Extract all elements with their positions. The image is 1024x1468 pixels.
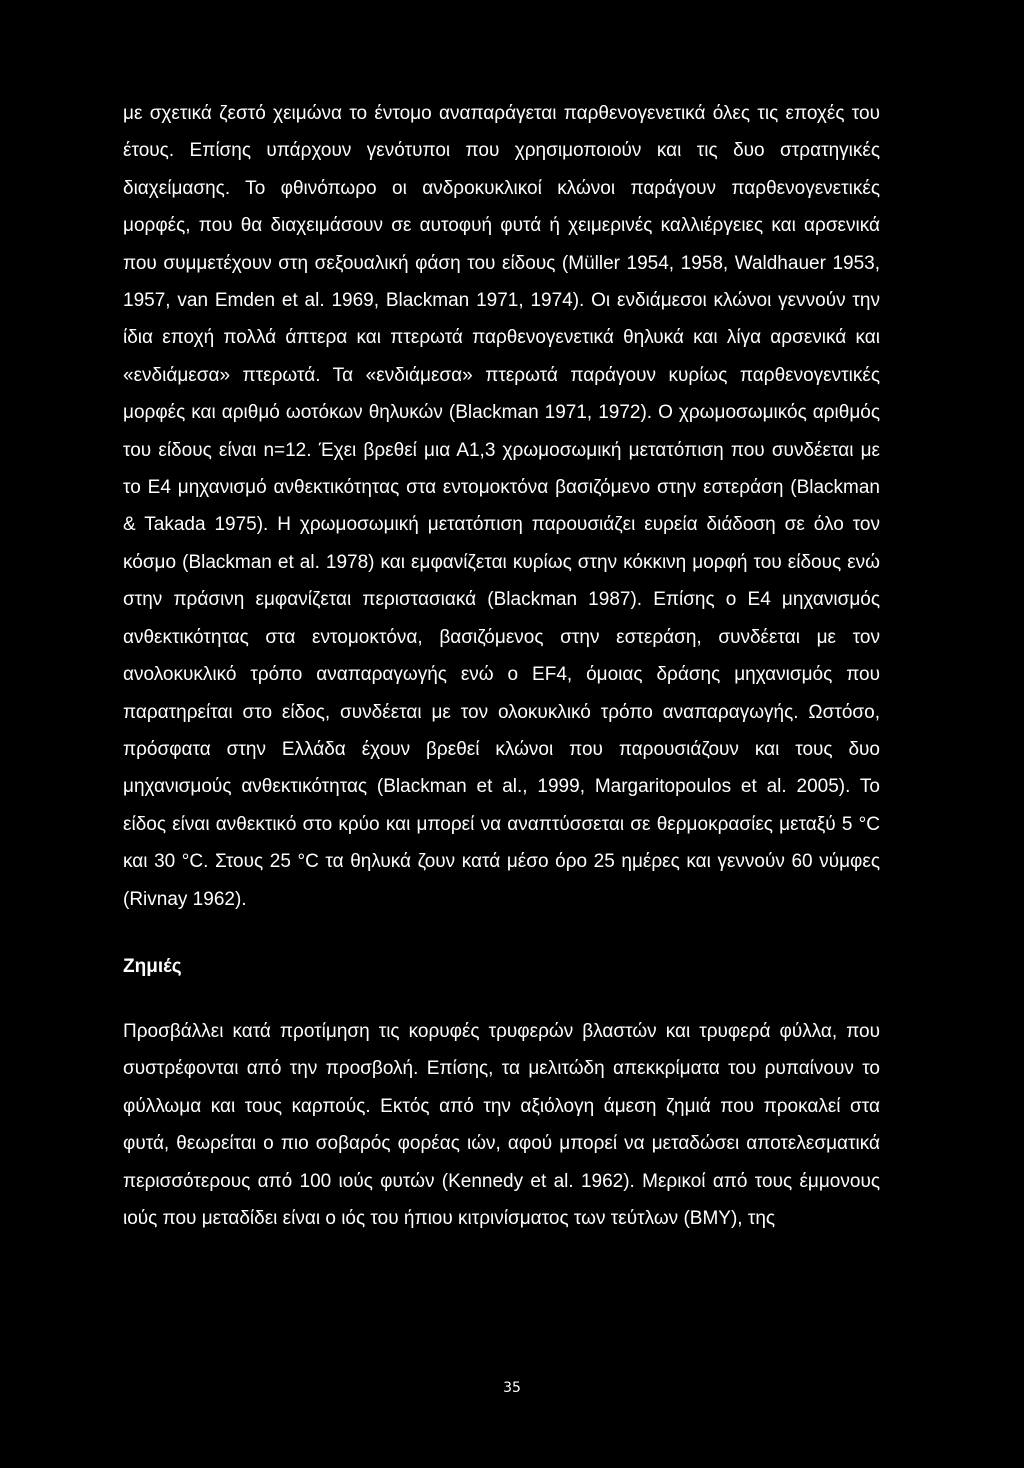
body-paragraph-1: με σχετικά ζεστό χειμώνα το έντομο αναπαράγεται παρθενογενετικά όλες τις εποχές του έτους. Επίσης υπάρχουν γενότυποι που χρησιμοποιούν και τις δυο στρατηγικές διαχείμασης. Το φθινόπωρο οι ανδροκυκλικοί κλώνοι παράγουν παρθενογενετικές μορφές, που θα διαχειμάσουν σε αυτοφυή φυτά ή χειμερινές καλλιέργειες και αρσενικά που συμμετέχουν στη σεξουαλική φάση του είδους (Müller 1954, 1958, Waldhauer 1953, 1957, van Emden et al. 1969, Blackman 1971, 1974). Οι ενδιάμεσοι κλώνοι γεννούν την ίδια εποχή πολλά άπτερα και πτερωτά παρθενογενετικά θηλυκά και λίγα αρσενικά και «ενδιάμεσα» πτερωτά. Τα «ενδιάμεσα» πτερωτά παράγουν κυρίως παρθενογεντικές μορφές και αριθμό ωοτόκων θηλυκών (Blackman 1971, 1972). Ο χρωμοσωμικός αριθμός του είδους είναι n=12. Έχει βρεθεί μια Α1,3 χρωμοσωμική μετατόπιση που συνδέεται με το Ε4 μηχανισμό ανθεκτικότητας στα εντομοκτόνα βασιζόμενο στην εστεράση (Blackman & Takada 1975). Η χρωμοσωμική μετατόπιση παρουσιάζει ευρεία διάδοση σε όλο τον κόσμο (Blackman et al. 1978) και εμφανίζεται κυρίως στην κόκκινη μορφή του είδους ενώ στην πράσινη εμφανίζεται περιστασιακά (Blackman 1987). Επίσης ο Ε4 μηχανισμός ανθεκτικότητας στα εντομοκτόνα, βασιζόμενος στην εστεράση, συνδέεται με τον ανολοκυκλικό τρόπο αναπαραγωγής ενώ ο EF4, όμοιας δράσης μηχανισμός που παρατηρείται στο είδος, συνδέεται με τον ολοκυκλικό τρόπο αναπαραγωγής. Ωστόσο, πρόσφατα στην Ελλάδα έχουν βρεθεί κλώνοι που παρουσιάζουν και τους δυο μηχανισμούς ανθεκτικότητας (Blackman et al., 1999, Margaritopoulos et al. 2005). Το είδος είναι ανθεκτικό στο κρύο και μπορεί να αναπτύσσεται σε θερμοκρασίες μεταξύ 5 °C και 30 °C. Στους 25 °C τα θηλυκά ζουν κατά μέσο όρο 25 ημέρες και γεννούν 60 νύμφες (Rivnay 1962). — [123, 103, 880, 910]
body-paragraph-2: Προσβάλλει κατά προτίμηση τις κορυφές τρυφερών βλαστών και τρυφερά φύλλα, που συστρέφονται από την προσβολή. Επίσης, τα μελιτώδη απεκκρίματα του ρυπαίνουν το φύλλωμα και τους καρπούς. Εκτός από την αξιόλογη άμεση ζημιά που προκαλεί στα φυτά, θεωρείται ο πιο σοβαρός φορέας ιών, αφού μπορεί να μεταδώσει αποτελεσματικά περισσότερους από 100 ιούς φυτών (Kennedy et al. 1962). Μερικοί από τους έμμονους ιούς που μεταδίδει είναι ο ιός του ήπιου κιτρινίσματος των τεύτλων (BMY), της — [123, 1020, 880, 1229]
page-number: 35 — [503, 1380, 521, 1396]
page-content — [123, 95, 880, 1237]
section-heading: Ζημιές — [123, 955, 182, 977]
